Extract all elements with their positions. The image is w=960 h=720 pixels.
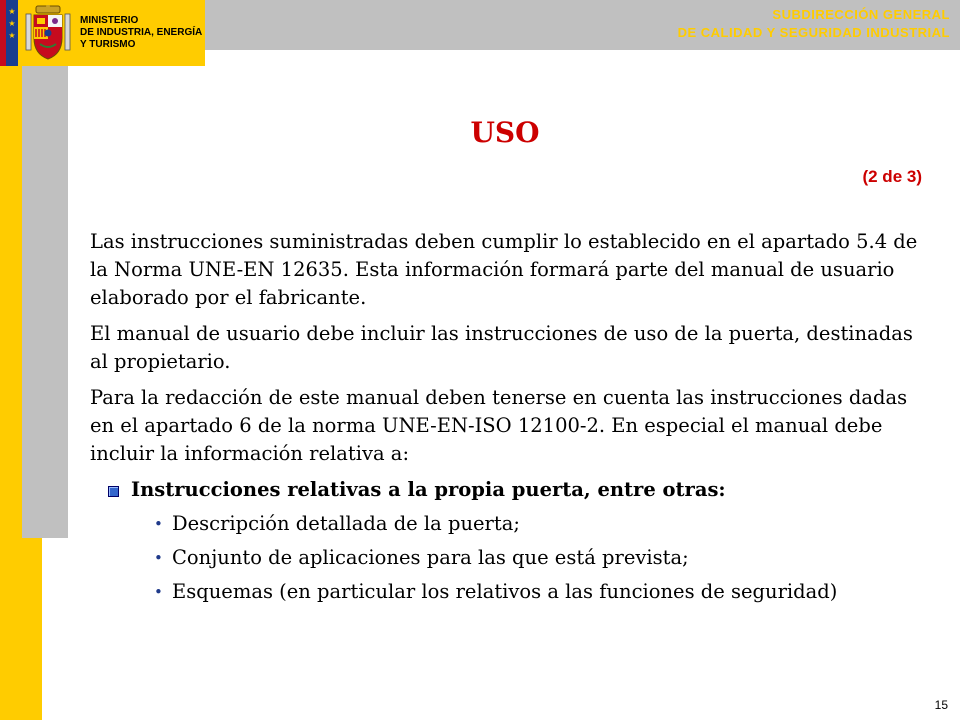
paragraph: Las instrucciones suministradas deben cumplir lo establecido en el apartado 5.4 de la Norma UNE-EN 12635. Esta información formará parte del manual de usuario elaborado por el fabricante. [90, 230, 918, 309]
subdirection-title: SUBDIRECCIÓN GENERAL DE CALIDAD Y SEGURIDAD INDUSTRIAL [677, 7, 950, 40]
list-item: • Descripción detallada de la puerta; [154, 510, 930, 538]
page-title: USO [470, 116, 540, 149]
list-item: • Conjunto de aplicaciones para las que está prevista; [154, 544, 930, 572]
eu-flag-strip [0, 0, 18, 66]
page-counter: (2 de 3) [862, 167, 922, 186]
slide-body [90, 228, 930, 612]
slide-number: 15 [934, 698, 948, 712]
paragraph: El manual de usuario debe incluir las instrucciones de uso de la puerta, destinadas al propietario. [90, 322, 913, 373]
ministry-logo [0, 0, 205, 66]
square-bullet-icon [108, 486, 119, 497]
list-item: • Esquemas (en particular los relativos a las funciones de seguridad) [154, 578, 930, 606]
paragraph: Para la redacción de este manual deben tenerse en cuenta las instrucciones dadas en el apartado 6 de la norma UNE-EN-ISO 12100-2. En especial el manual debe incluir la información relativa a: [90, 386, 908, 465]
star-icon: ★ ★ ★ [8, 7, 16, 40]
ministry-name: MINISTERIO DE INDUSTRIA, ENERGÍA Y TURISMO [80, 15, 203, 50]
sub-heading: Instrucciones relativas a la propia puerta, entre otras: [108, 476, 930, 504]
coat-of-arms-icon [24, 4, 72, 62]
bullet-list [90, 510, 930, 606]
